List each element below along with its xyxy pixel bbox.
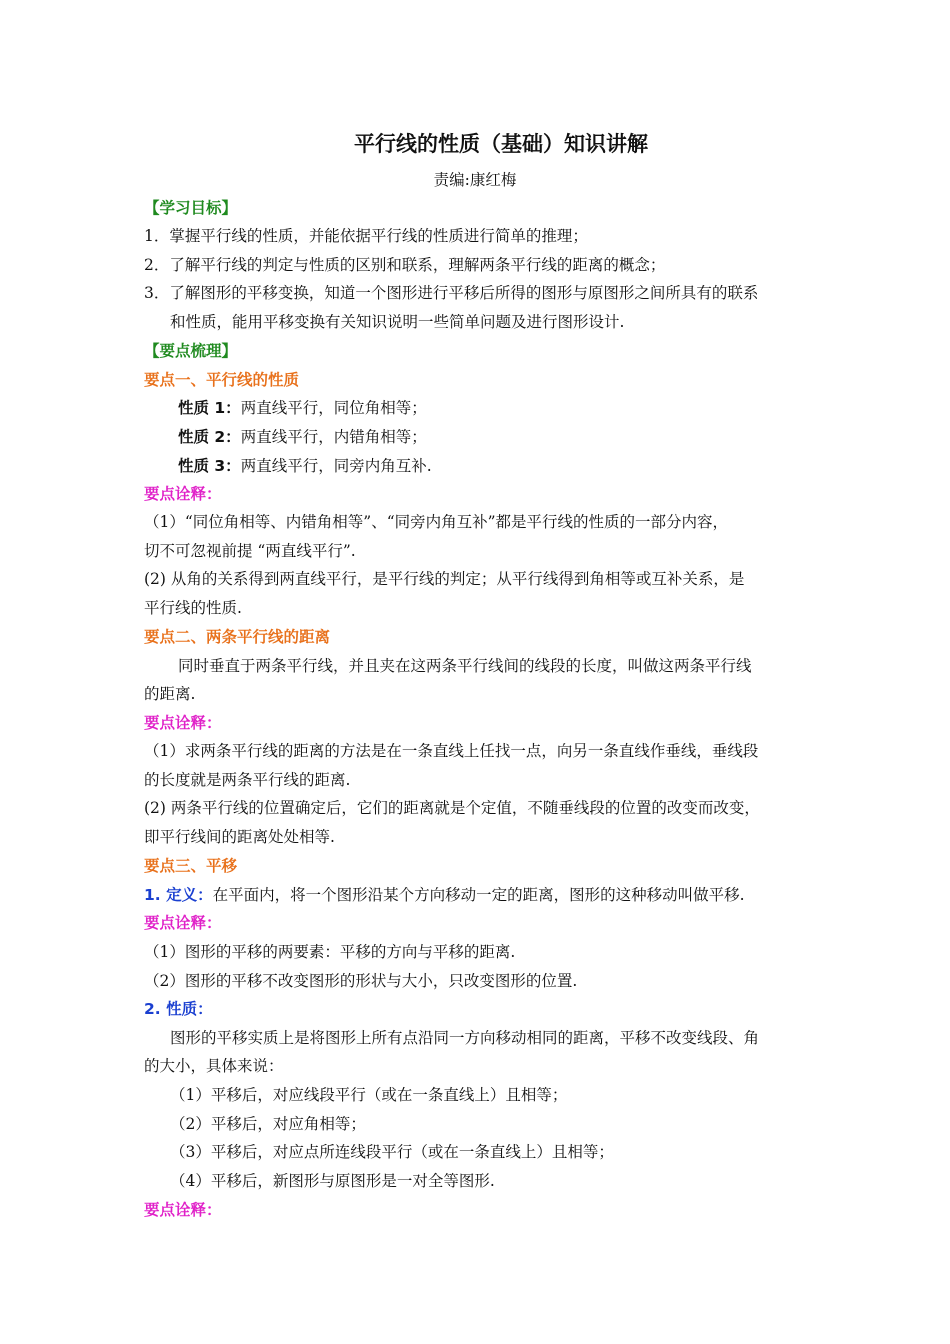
goal-item: 3．了解图形的平移变换，知道一个图形进行平移后所得的图形与原图形之间所具有的联系 [144,284,759,302]
note-heading: 要点诠释： [144,914,222,932]
note-heading: 要点诠释： [144,485,222,503]
note-line: (2) 两条平行线的位置确定后，它们的距离就是个定值，不随垂线段的位置的改变而改变， [144,799,760,817]
note-line: 即平行线间的距离处处相等. [144,828,335,846]
property-row [178,397,427,419]
author-line: 责编:康红梅 [433,171,517,189]
note-heading: 要点诠释： [144,714,222,732]
body-line: 的距离. [144,685,196,703]
property-row [178,455,432,477]
property-row [178,426,427,448]
definition-row [144,884,745,906]
point2-heading: 要点二、两条平行线的距离 [144,628,331,646]
property-item: （2）平移后，对应角相等； [170,1115,366,1133]
property-item: （3）平移后，对应点所连线段平行（或在一条直线上）且相等； [170,1143,614,1161]
body-line: 的大小，具体来说： [144,1057,284,1075]
property-label: 性质 2： [178,428,241,446]
note-line: （1）“同位角相等、内错角相等”、“同旁内角互补”都是平行线的性质的一部分内容， [144,513,729,531]
body-line: 同时垂直于两条平行线，并且夹在这两条平行线间的线段的长度，叫做这两条平行线 [178,657,752,675]
point1-heading: 要点一、平行线的性质 [144,371,300,389]
note-line: 的长度就是两条平行线的距离. [144,771,351,789]
property-label: 性质 1： [178,399,241,417]
property-item: （4）平移后，新图形与原图形是一对全等图形. [170,1172,495,1190]
property-text: 两直线平行，同位角相等； [240,399,427,417]
note-line: （2）图形的平移不改变图形的形状与大小，只改变图形的位置. [144,972,578,990]
definition-label: 1. 定义： [144,886,213,904]
body-line: 图形的平移实质上是将图形上所有点沿同一方向移动相同的距离，平移不改变线段、角 [170,1029,760,1047]
page-title: 平行线的性质（基础）知识讲解 [354,132,648,156]
note-heading: 要点诠释： [144,1201,222,1219]
property-text: 两直线平行，同旁内角互补. [240,457,432,475]
goal-item-continuation: 和性质，能用平移变换有关知识说明一些简单问题及进行图形设计. [170,313,625,331]
note-line: 平行线的性质. [144,599,242,617]
point3-heading: 要点三、平移 [144,857,238,875]
note-line: (2) 从角的关系得到两直线平行，是平行线的判定；从平行线得到角相等或互补关系，是 [144,570,745,588]
property-item: （1）平移后，对应线段平行（或在一条直线上）且相等； [170,1086,568,1104]
property-heading: 2. 性质： [144,1000,213,1018]
goal-item: 2．了解平行线的判定与性质的区别和联系，理解两条平行线的距离的概念； [144,256,666,274]
section-points-heading: 【要点梳理】 [144,342,238,360]
note-line: （1）图形的平移的两要素：平移的方向与平移的距离. [144,943,516,961]
note-line: 切不可忽视前提 “两直线平行”. [144,542,356,560]
note-line: （1）求两条平行线的距离的方法是在一条直线上任找一点，向另一条直线作垂线，垂线段 [144,742,759,760]
section-goals-heading: 【学习目标】 [144,199,238,217]
goal-item: 1．掌握平行线的性质，并能依据平行线的性质进行简单的推理； [144,227,588,245]
property-label: 性质 3： [178,457,241,475]
property-text: 两直线平行，内错角相等； [240,428,427,446]
definition-text: 在平面内，将一个图形沿某个方向移动一定的距离，图形的这种移动叫做平移. [212,886,745,904]
